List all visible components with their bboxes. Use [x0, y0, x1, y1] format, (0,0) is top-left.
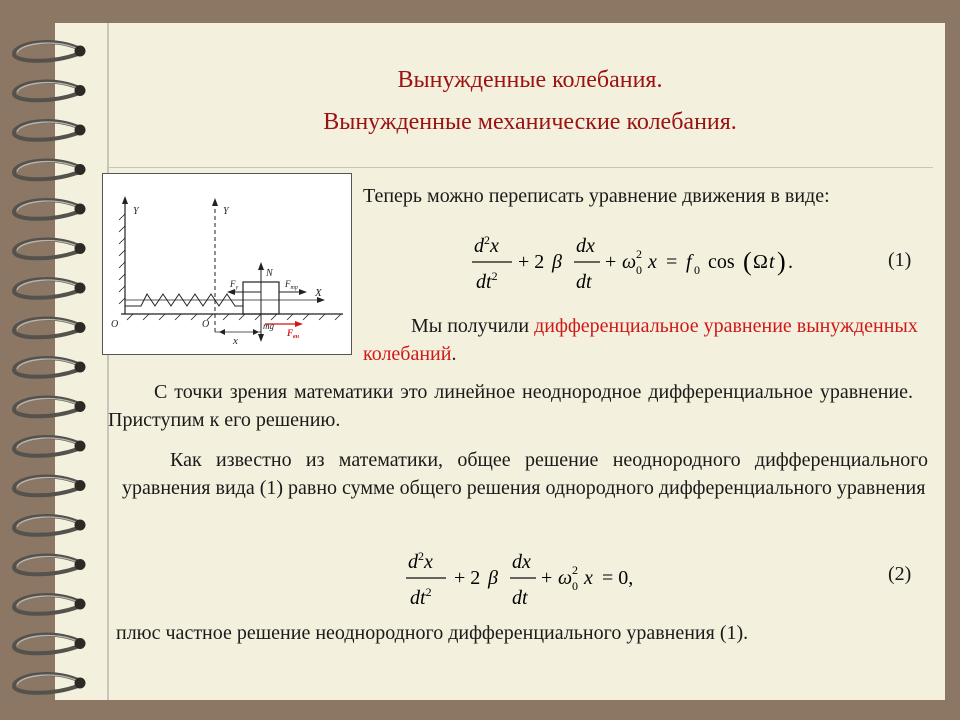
- binding-hole: [75, 480, 86, 491]
- equation-1-number: (1): [888, 249, 912, 271]
- binding-hole: [75, 678, 86, 689]
- binding-ring: [14, 634, 78, 653]
- svg-text:+ 2: + 2: [518, 251, 545, 273]
- svg-text:=: =: [666, 251, 678, 273]
- binding-ring: [14, 555, 78, 574]
- title-divider: [108, 167, 933, 168]
- svg-text:): ): [777, 247, 786, 276]
- equation-2-number: (2): [888, 563, 912, 585]
- svg-text:f: f: [686, 251, 692, 273]
- svg-text:+: +: [605, 251, 617, 273]
- svg-text:dt: dt: [512, 587, 528, 609]
- binding-hole: [75, 283, 86, 294]
- binding-ring: [14, 42, 78, 61]
- svg-text:2: 2: [572, 563, 578, 577]
- svg-text:dt2: $dt^2$: [476, 269, 498, 293]
- svg-text:Ω: Ω: [753, 251, 768, 273]
- slide-title-line1: Вынужденные колебания.: [397, 67, 663, 93]
- binding-hole: [75, 401, 86, 412]
- paragraph-result: Мы получили дифференциальное уравнение вынужденных колебаний.: [363, 315, 918, 365]
- binding-ring: [14, 318, 78, 337]
- highlight-term: дифференциальное уравнение вынужденных колебаний: [363, 315, 918, 365]
- origin-right-label: O: [202, 319, 210, 330]
- spiral-binding: [0, 0, 110, 720]
- paragraph-intro: Теперь можно переписать уравнение движения в виде:: [363, 185, 830, 207]
- svg-text:2: 2: [636, 247, 642, 261]
- svg-text:= 0,: = 0,: [602, 567, 634, 589]
- svg-text:0: 0: [572, 579, 578, 593]
- floor-hatch: [127, 314, 341, 320]
- slide-title-line2: Вынужденные механические колебания.: [323, 109, 737, 135]
- normal-force-label: N: [266, 268, 273, 279]
- binding-hole: [75, 46, 86, 57]
- binding-hole: [75, 638, 86, 649]
- binding-ring: [14, 200, 78, 219]
- binding-hole: [75, 362, 86, 373]
- equation-2: [402, 542, 662, 614]
- binding-ring: [14, 81, 78, 100]
- svg-text:0: 0: [636, 263, 642, 277]
- binding-hole: [75, 441, 86, 452]
- binding-hole: [75, 243, 86, 254]
- svg-text:β: β: [552, 251, 562, 273]
- binding-hole: [75, 125, 86, 136]
- binding-hole: [75, 85, 86, 96]
- ftr-arrow: [299, 289, 307, 295]
- svg-text:+ 2: + 2: [454, 567, 481, 589]
- left-y-label: Y: [133, 206, 139, 217]
- binding-ring: [14, 239, 78, 258]
- equation-1: [468, 228, 828, 298]
- right-y-label: Y: [223, 206, 229, 217]
- binding-ring: [14, 674, 78, 693]
- svg-text:x: x: [584, 567, 593, 589]
- left-y-arrow: [122, 196, 128, 204]
- svg-text:dt: dt: [576, 271, 592, 293]
- svg-text:x: x: [648, 251, 657, 273]
- binding-hole: [75, 322, 86, 333]
- paragraph-math-view: С точки зрения математики это линейное неоднородное дифференциальное уравнение. Приступим к его решению.: [108, 381, 913, 431]
- binding-hole: [75, 520, 86, 531]
- svg-text:ω: ω: [558, 567, 573, 589]
- svg-text:d2x: $d^2x$: [408, 549, 433, 573]
- svg-text:.: .: [788, 251, 793, 273]
- fy-arrow: [227, 289, 235, 295]
- svg-text:cos: cos: [708, 251, 735, 273]
- svg-text:d2x: $d^2x$: [474, 233, 499, 257]
- binding-hole: [75, 204, 86, 215]
- friction-force-label: $F_{тр}$: [285, 279, 298, 291]
- binding-ring: [14, 160, 78, 179]
- displacement-label: x: [233, 335, 238, 347]
- svg-text:dt2: $dt^2$: [410, 585, 432, 609]
- gravity-label: mg: [263, 321, 274, 331]
- binding-ring: [14, 397, 78, 416]
- svg-text:0: 0: [694, 263, 700, 277]
- svg-text:t: t: [769, 251, 775, 273]
- binding-ring: [14, 516, 78, 535]
- binding-ring: [14, 437, 78, 456]
- origin-left-label: O: [111, 319, 119, 330]
- svg-text:dx: dx: [576, 235, 595, 257]
- spring-force-label: $F_y$: [230, 279, 239, 291]
- binding-hole: [75, 599, 86, 610]
- svg-text:+: +: [541, 567, 553, 589]
- oscillator-diagram: [102, 173, 352, 355]
- binding-ring: [14, 476, 78, 495]
- external-force-label: $F_{вн}$: [287, 328, 300, 340]
- x-axis-label: X: [315, 287, 322, 299]
- binding-hole: [75, 164, 86, 175]
- paragraph-particular-solution: плюс частное решение неоднородного дифференциального уравнения (1).: [116, 622, 749, 644]
- left-wall-hatch: [119, 214, 125, 304]
- svg-text:β: β: [488, 567, 498, 589]
- binding-hole: [75, 559, 86, 570]
- fvn-arrow: [295, 321, 303, 327]
- svg-text:dx: dx: [512, 551, 531, 573]
- paragraph-general-solution: Как известно из математики, общее решение неоднородного дифференциального уравнения вида (1) равно сумме общего решения однородного дифференциального уравнения: [122, 449, 928, 499]
- binding-ring: [14, 358, 78, 377]
- binding-ring: [14, 595, 78, 614]
- binding-ring: [14, 121, 78, 140]
- svg-text:ω: ω: [622, 251, 637, 273]
- svg-text:(: (: [743, 247, 752, 276]
- binding-ring: [14, 279, 78, 298]
